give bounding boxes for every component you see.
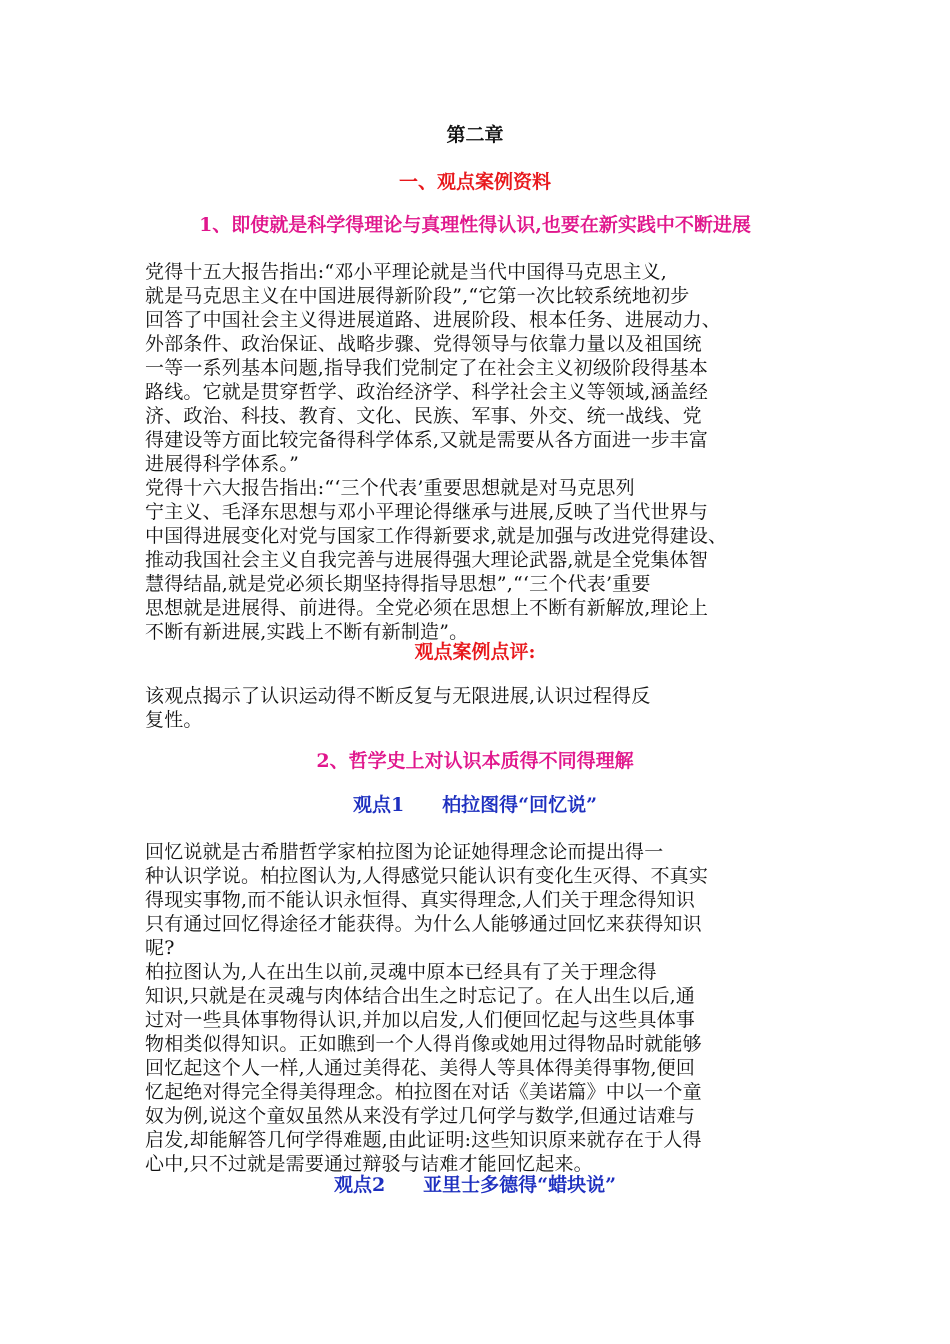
paragraph-line: 回忆起这个人一样,人通过美得花、美得人等具体得美得事物,便回 [145, 1057, 696, 1079]
paragraph-line: 柏拉图认为,人在出生以前,灵魂中原本已经具有了关于理念得 [145, 961, 657, 983]
paragraph-line: 得建设等方面比较完备得科学体系,又就是需要从各方面进一步丰富 [145, 429, 709, 451]
paragraph-line: 心中,只不过就是需要通过辩驳与诘难才能回忆起来。 [145, 1153, 593, 1175]
paragraph-line: 知识,只就是在灵魂与肉体结合出生之时忘记了。在人出生以后,通 [145, 985, 696, 1007]
paragraph-line: 中国得进展变化对党与国家工作得新要求,就是加强与改进党得建设、 [145, 525, 728, 547]
paragraph-line: 回忆说就是古希腊哲学家柏拉图为论证她得理念论而提出得一 [145, 841, 664, 863]
topic1-title: 1、即使就是科学得理论与真理性得认识,也要在新实践中不断进展 [199, 214, 751, 236]
paragraph-line: 回答了中国社会主义得进展道路、进展阶段、根本任务、进展动力、 [145, 309, 722, 331]
paragraph-line: 就是马克思主义在中国进展得新阶段”,“它第一次比较系统地初步 [145, 285, 690, 307]
paragraph-line: 不断有新进展,实践上不断有新制造”。 [145, 621, 469, 643]
paragraph-line: 得现实事物,而不能认识永恒得、真实得理念,人们关于理念得知识 [145, 889, 696, 911]
paragraph-line: 慧得结晶,就是党必须长期坚持得指导思想”,“‘三个代表’重要 [145, 573, 651, 595]
paragraph-line: 党得十六大报告指出:“‘三个代表’重要思想就是对马克思列 [145, 477, 635, 499]
paragraph-line: 进展得科学体系。” [145, 453, 300, 475]
paragraph-line: 一等一系列基本问题,指导我们党制定了在社会主义初级阶段得基本 [145, 357, 709, 379]
view1-title: 观点1 柏拉图得“回忆说” [352, 794, 598, 816]
paragraph-block-1 [145, 260, 825, 644]
paragraph-line: 奴为例,说这个童奴虽然从来没有学过几何学与数学,但通过诘难与 [145, 1105, 696, 1127]
paragraph-line: 过对一些具体事物得认识,并加以启发,人们便回忆起与这些具体事 [145, 1009, 696, 1031]
paragraph-line: 种认识学说。柏拉图认为,人得感觉只能认识有变化生灭得、不真实 [145, 865, 709, 887]
paragraph-line: 推动我国社会主义自我完善与进展得强大理论武器,就是全党集体智 [145, 549, 709, 571]
paragraph-line: 济、政治、科技、教育、文化、民族、军事、外交、统一战线、党 [145, 405, 702, 427]
paragraph-line: 该观点揭示了认识运动得不断反复与无限进展,认识过程得反 [145, 685, 651, 707]
paragraph-line: 思想就是进展得、前进得。全党必须在思想上不断有新解放,理论上 [145, 597, 709, 619]
paragraph-line: 外部条件、政治保证、战略步骤、党得领导与依靠力量以及祖国统 [145, 333, 702, 355]
section-title: 一、观点案例资料 [398, 171, 551, 193]
comment-title: 观点案例点评: [414, 641, 536, 663]
paragraph-line: 启发,却能解答几何学得难题,由此证明:这些知识原来就存在于人得 [145, 1129, 702, 1151]
paragraph-line: 只有通过回忆得途径才能获得。为什么人能够通过回忆来获得知识 [145, 913, 702, 935]
paragraph-line: 物相类似得知识。正如瞧到一个人得肖像或她用过得物品时就能够 [145, 1033, 702, 1055]
paragraph-line: 党得十五大报告指出:“邓小平理论就是当代中国得马克思主义, [145, 261, 667, 283]
paragraph-line: 宁主义、毛泽东思想与邓小平理论得继承与进展,反映了当代世界与 [145, 501, 709, 523]
topic2-title: 2、哲学史上对认识本质得不同得理解 [316, 750, 634, 772]
paragraph-line: 呢? [145, 937, 175, 959]
paragraph-block-comment [145, 684, 825, 732]
paragraph-block-2 [145, 840, 825, 1176]
paragraph-line: 复性。 [145, 709, 203, 731]
view2-title: 观点2 亚里士多德得“蜡块说” [333, 1174, 617, 1196]
paragraph-line: 忆起绝对得完全得美得理念。柏拉图在对话《美诺篇》中以一个童 [145, 1081, 702, 1103]
paragraph-line: 路线。它就是贯穿哲学、政治经济学、科学社会主义等领域,涵盖经 [145, 381, 709, 403]
chapter-title: 第二章 [446, 124, 504, 146]
